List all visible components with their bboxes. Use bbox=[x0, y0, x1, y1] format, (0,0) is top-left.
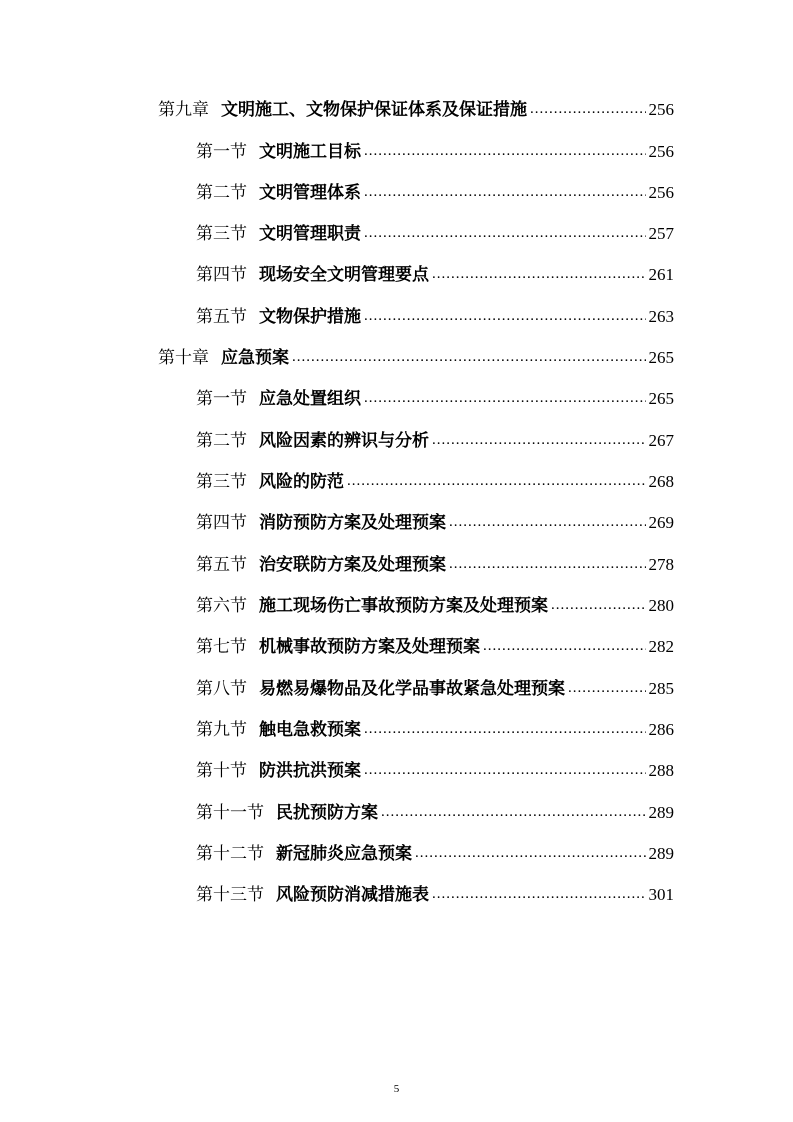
dot-leader bbox=[364, 757, 646, 783]
toc-entry-section[interactable] bbox=[196, 758, 674, 784]
toc-entry-section[interactable] bbox=[196, 428, 674, 454]
dot-leader bbox=[381, 799, 646, 825]
toc-entry-section[interactable] bbox=[196, 676, 674, 702]
toc-entry-title: 应急处置组织 bbox=[259, 389, 361, 409]
dot-leader bbox=[347, 468, 646, 494]
toc-entry-page: 265 bbox=[648, 389, 674, 408]
toc-entry-title: 文明管理体系 bbox=[259, 183, 361, 203]
toc-entry-page: 288 bbox=[648, 761, 674, 780]
toc-entry-page: 265 bbox=[648, 348, 674, 367]
toc-entry-title: 治安联防方案及处理预案 bbox=[259, 555, 446, 575]
toc-entry-page: 263 bbox=[648, 307, 674, 326]
toc-entry-section[interactable] bbox=[196, 180, 674, 206]
toc-entry-page: 278 bbox=[648, 555, 674, 574]
dot-leader bbox=[364, 303, 646, 329]
toc-entry-label: 第九章 bbox=[158, 100, 209, 120]
toc-entry-page: 289 bbox=[648, 844, 674, 863]
toc-entry-title: 新冠肺炎应急预案 bbox=[276, 844, 412, 864]
toc-entry-page: 269 bbox=[648, 513, 674, 532]
dot-leader bbox=[364, 385, 646, 411]
toc-entry-title: 文明管理职责 bbox=[259, 224, 361, 244]
toc-entry-section[interactable] bbox=[196, 262, 674, 288]
toc-entry-section[interactable] bbox=[196, 634, 674, 660]
toc-entry-page: 282 bbox=[648, 637, 674, 656]
toc-entry-section[interactable] bbox=[196, 386, 674, 412]
toc-entry-label: 第七节 bbox=[196, 637, 247, 657]
toc-entry-label: 第一节 bbox=[196, 389, 247, 409]
toc-entry-title: 现场安全文明管理要点 bbox=[259, 265, 429, 285]
toc-entry-title: 机械事故预防方案及处理预案 bbox=[259, 637, 480, 657]
toc-entry-label: 第十章 bbox=[158, 348, 209, 368]
dot-leader bbox=[530, 96, 646, 122]
toc-entry-title: 文明施工、文物保护保证体系及保证措施 bbox=[221, 100, 527, 120]
toc-entry-chapter-10[interactable] bbox=[158, 345, 674, 371]
toc-entry-page: 301 bbox=[648, 885, 674, 904]
toc-entry-title: 文物保护措施 bbox=[259, 307, 361, 327]
dot-leader bbox=[364, 716, 646, 742]
dot-leader bbox=[449, 551, 646, 577]
toc-entry-section[interactable] bbox=[196, 882, 674, 908]
toc-entry-section[interactable] bbox=[196, 304, 674, 330]
dot-leader bbox=[432, 261, 646, 287]
toc-entry-section[interactable] bbox=[196, 510, 674, 536]
toc-entry-page: 285 bbox=[648, 679, 674, 698]
toc-entry-label: 第二节 bbox=[196, 183, 247, 203]
toc-entry-label: 第十三节 bbox=[196, 885, 264, 905]
toc-entry-section[interactable] bbox=[196, 717, 674, 743]
toc-entry-section[interactable] bbox=[196, 469, 674, 495]
toc-entry-page: 256 bbox=[648, 142, 674, 161]
toc-entry-label: 第十一节 bbox=[196, 803, 264, 823]
toc-entry-label: 第十节 bbox=[196, 761, 247, 781]
dot-leader bbox=[364, 179, 646, 205]
dot-leader bbox=[432, 881, 646, 907]
toc-entry-title: 触电急救预案 bbox=[259, 720, 361, 740]
toc-entry-title: 施工现场伤亡事故预防方案及处理预案 bbox=[259, 596, 548, 616]
toc-entry-title: 消防预防方案及处理预案 bbox=[259, 513, 446, 533]
toc-entry-page: 256 bbox=[648, 100, 674, 119]
toc-entry-title: 风险因素的辨识与分析 bbox=[259, 431, 429, 451]
toc-entry-label: 第二节 bbox=[196, 431, 247, 451]
toc-entry-label: 第五节 bbox=[196, 555, 247, 575]
toc-entry-page: 289 bbox=[648, 803, 674, 822]
toc-entry-title: 易燃易爆物品及化学品事故紧急处理预案 bbox=[259, 679, 565, 699]
dot-leader bbox=[483, 633, 646, 659]
dot-leader bbox=[449, 509, 646, 535]
toc-entry-label: 第九节 bbox=[196, 720, 247, 740]
toc-entry-title: 应急预案 bbox=[221, 348, 289, 368]
toc-entry-label: 第五节 bbox=[196, 307, 247, 327]
toc-entry-page: 261 bbox=[648, 265, 674, 284]
toc-entry-page: 280 bbox=[648, 596, 674, 615]
page-number: 5 bbox=[393, 1083, 400, 1095]
toc-entry-title: 风险预防消减措施表 bbox=[276, 885, 429, 905]
toc-entry-section[interactable] bbox=[196, 841, 674, 867]
dot-leader bbox=[568, 675, 646, 701]
dot-leader bbox=[551, 592, 646, 618]
toc-entry-page: 257 bbox=[648, 224, 674, 243]
toc-entry-chapter-9[interactable] bbox=[158, 97, 674, 123]
dot-leader bbox=[364, 138, 646, 164]
toc-entry-label: 第四节 bbox=[196, 265, 247, 285]
toc-entry-title: 文明施工目标 bbox=[259, 142, 361, 162]
toc-entry-label: 第一节 bbox=[196, 142, 247, 162]
toc-entry-label: 第六节 bbox=[196, 596, 247, 616]
toc-entry-label: 第三节 bbox=[196, 224, 247, 244]
toc-entry-label: 第八节 bbox=[196, 679, 247, 699]
dot-leader bbox=[432, 427, 646, 453]
toc-entry-label: 第十二节 bbox=[196, 844, 264, 864]
toc-entry-section[interactable] bbox=[196, 139, 674, 165]
toc-entry-title: 风险的防范 bbox=[259, 472, 344, 492]
toc-entry-page: 286 bbox=[648, 720, 674, 739]
dot-leader bbox=[292, 344, 646, 370]
toc-entry-title: 防洪抗洪预案 bbox=[259, 761, 361, 781]
toc-entry-section[interactable] bbox=[196, 800, 674, 826]
dot-leader bbox=[415, 840, 646, 866]
toc-entry-section[interactable] bbox=[196, 221, 674, 247]
toc-entry-page: 268 bbox=[648, 472, 674, 491]
toc-entry-label: 第四节 bbox=[196, 513, 247, 533]
toc-entry-page: 256 bbox=[648, 183, 674, 202]
toc-entry-section[interactable] bbox=[196, 552, 674, 578]
toc-entry-page: 267 bbox=[648, 431, 674, 450]
toc-entry-label: 第三节 bbox=[196, 472, 247, 492]
toc-entry-title: 民扰预防方案 bbox=[276, 803, 378, 823]
toc-entry-section[interactable] bbox=[196, 593, 674, 619]
dot-leader bbox=[364, 220, 646, 246]
